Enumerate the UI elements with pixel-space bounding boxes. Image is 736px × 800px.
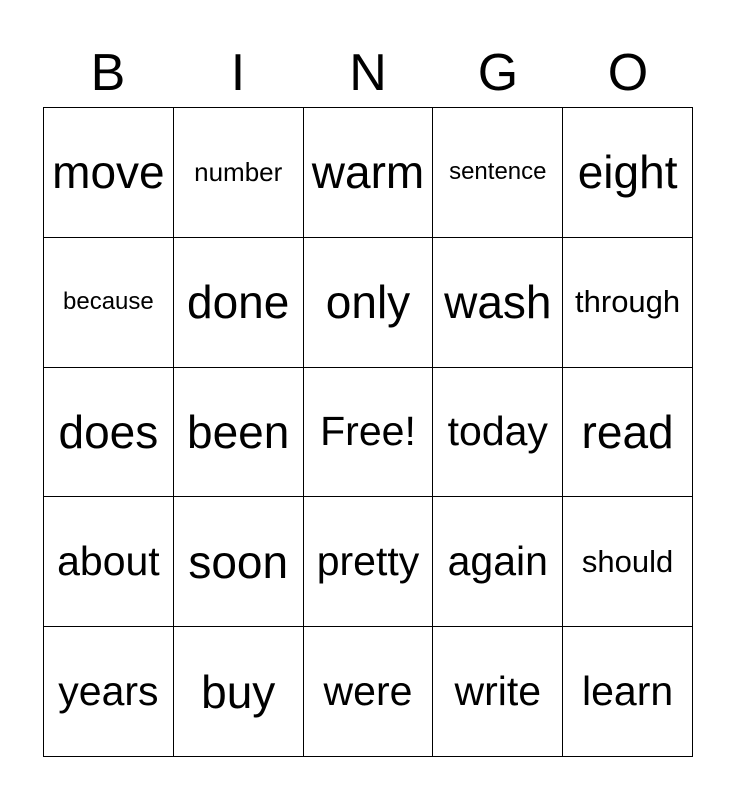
bingo-cell[interactable]: done (174, 238, 304, 368)
bingo-cell[interactable]: read (563, 368, 693, 498)
bingo-board (43, 107, 693, 757)
bingo-cell[interactable]: through (563, 238, 693, 368)
bingo-cell[interactable]: wash (433, 238, 563, 368)
header-letter-o: O (607, 44, 649, 102)
bingo-cell[interactable]: does (44, 368, 174, 498)
bingo-cell[interactable]: pretty (304, 497, 434, 627)
free-space[interactable]: Free! (304, 368, 434, 498)
bingo-cell[interactable]: sentence (433, 108, 563, 238)
bingo-cell[interactable]: warm (304, 108, 434, 238)
bingo-cell[interactable]: eight (563, 108, 693, 238)
bingo-cell[interactable]: again (433, 497, 563, 627)
header-letter-n: N (349, 44, 387, 102)
bingo-cell[interactable]: write (433, 627, 563, 757)
bingo-cell[interactable]: learn (563, 627, 693, 757)
bingo-cell[interactable]: soon (174, 497, 304, 627)
header-letter-i: I (230, 44, 246, 102)
bingo-cell[interactable]: were (304, 627, 434, 757)
bingo-cell[interactable]: move (44, 108, 174, 238)
bingo-cell[interactable]: about (44, 497, 174, 627)
bingo-cell[interactable]: because (44, 238, 174, 368)
bingo-cell[interactable]: number (174, 108, 304, 238)
header-letter-g: G (477, 44, 519, 102)
bingo-header (43, 42, 693, 108)
bingo-cell[interactable]: buy (174, 627, 304, 757)
bingo-cell[interactable]: been (174, 368, 304, 498)
bingo-cell[interactable]: only (304, 238, 434, 368)
bingo-cell[interactable]: today (433, 368, 563, 498)
bingo-cell[interactable]: years (44, 627, 174, 757)
bingo-cell[interactable]: should (563, 497, 693, 627)
header-letter-b: B (90, 44, 126, 102)
